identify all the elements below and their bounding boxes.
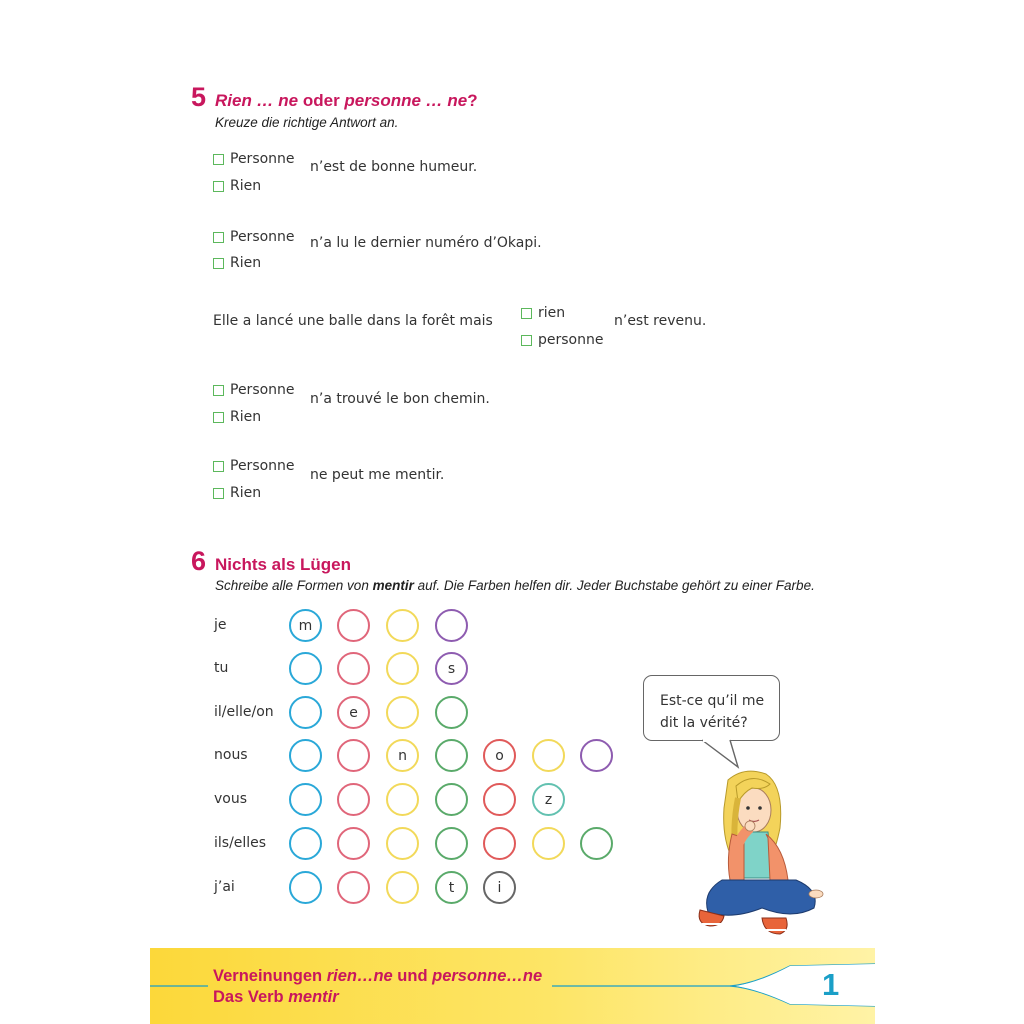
- title-part-3: personne … ne: [344, 91, 468, 110]
- choice-personne[interactable]: [213, 456, 295, 476]
- exercise-6-title: Nichts als Lügen: [215, 555, 352, 574]
- letter-circle[interactable]: [337, 871, 370, 904]
- title-part-1: Rien … ne: [215, 91, 299, 110]
- letter-circle[interactable]: t: [435, 871, 468, 904]
- choice-label: Rien: [230, 485, 262, 501]
- letter-circle[interactable]: i: [483, 871, 516, 904]
- footer-topic-line-1: [213, 967, 542, 986]
- pronoun-label: j’ai: [214, 879, 235, 895]
- choice-rien[interactable]: [213, 483, 261, 503]
- choice-rien[interactable]: [213, 253, 261, 273]
- choice-label: Rien: [230, 255, 262, 271]
- title-part-4: ?: [467, 91, 478, 110]
- letter-circle[interactable]: [289, 696, 322, 729]
- checkbox[interactable]: [213, 385, 224, 396]
- choice-rien[interactable]: [521, 303, 565, 323]
- letter-circle[interactable]: e: [337, 696, 370, 729]
- checkbox[interactable]: [213, 258, 224, 269]
- letter-circle[interactable]: [435, 783, 468, 816]
- footer-text: rien…ne: [326, 967, 393, 985]
- exercise-5-title: [215, 91, 478, 111]
- letter-circle[interactable]: [289, 652, 322, 685]
- footer-topic-line-2: [213, 988, 339, 1007]
- page-number: 1: [822, 967, 840, 1002]
- letter-circle[interactable]: z: [532, 783, 565, 816]
- sentence-text: n’a trouvé le bon chemin.: [310, 391, 490, 407]
- letter-circle[interactable]: [386, 783, 419, 816]
- letter-circle[interactable]: [337, 609, 370, 642]
- sentence-before: Elle a lancé une balle dans la forêt mais: [213, 313, 493, 329]
- letter-circle[interactable]: [337, 652, 370, 685]
- letter-circle[interactable]: [580, 739, 613, 772]
- choice-label: Rien: [230, 409, 262, 425]
- footer-text: mentir: [288, 988, 339, 1006]
- letter-circle[interactable]: [580, 827, 613, 860]
- checkbox[interactable]: [521, 308, 532, 319]
- exercise-5-instruction: Kreuze die richtige Antwort an.: [215, 115, 399, 130]
- footer-text: und: [392, 967, 433, 985]
- choice-label: Personne: [230, 382, 295, 398]
- pronoun-label: ils/elles: [214, 835, 267, 851]
- choice-personne[interactable]: [213, 149, 295, 169]
- title-part-2: oder: [298, 91, 345, 110]
- exercise-5-number: 5: [191, 82, 207, 112]
- checkbox[interactable]: [213, 181, 224, 192]
- letter-circle[interactable]: [483, 827, 516, 860]
- choice-personne[interactable]: [213, 227, 295, 247]
- checkbox[interactable]: [213, 488, 224, 499]
- letter-circle[interactable]: [532, 827, 565, 860]
- choice-label: Personne: [230, 458, 295, 474]
- letter-circle[interactable]: [435, 696, 468, 729]
- choice-label: Personne: [230, 229, 295, 245]
- choice-label: rien: [538, 305, 566, 321]
- footer-text: Das Verb: [213, 988, 289, 1006]
- pronoun-label: il/elle/on: [214, 704, 274, 720]
- letter-circle[interactable]: [337, 783, 370, 816]
- letter-circle[interactable]: [337, 827, 370, 860]
- bubble-line: dit la vérité?: [660, 715, 748, 731]
- letter-circle[interactable]: [337, 739, 370, 772]
- checkbox[interactable]: [213, 461, 224, 472]
- sentence-text: n’est de bonne humeur.: [310, 159, 478, 175]
- letter-circle[interactable]: n: [386, 739, 419, 772]
- choice-rien[interactable]: [213, 407, 261, 427]
- pronoun-label: nous: [214, 747, 248, 763]
- letter-circle[interactable]: o: [483, 739, 516, 772]
- girl-illustration: [692, 768, 832, 940]
- letter-circle[interactable]: [289, 739, 322, 772]
- checkbox[interactable]: [213, 232, 224, 243]
- instruction-text: auf. Die Farben helfen dir. Jeder Buchstabe gehört zu einer Farbe.: [413, 578, 815, 593]
- sentence-text: n’a lu le dernier numéro d’Okapi.: [310, 235, 542, 251]
- instruction-text: Schreibe alle Formen von: [215, 578, 373, 593]
- letter-circle[interactable]: [386, 609, 419, 642]
- instruction-verb: mentir: [372, 578, 414, 593]
- pronoun-label: tu: [214, 660, 229, 676]
- letter-circle[interactable]: [386, 827, 419, 860]
- letter-circle[interactable]: [483, 783, 516, 816]
- letter-circle[interactable]: [289, 783, 322, 816]
- checkbox[interactable]: [213, 412, 224, 423]
- sentence-text: n’est revenu.: [614, 313, 707, 329]
- speech-bubble-tail: [700, 739, 750, 769]
- choice-personne[interactable]: [213, 380, 295, 400]
- choice-label: personne: [538, 332, 604, 348]
- choice-label: Rien: [230, 178, 262, 194]
- letter-circle[interactable]: s: [435, 652, 468, 685]
- footer-text: Verneinungen: [213, 967, 327, 985]
- letter-circle[interactable]: m: [289, 609, 322, 642]
- letter-circle[interactable]: [386, 652, 419, 685]
- choice-label: Personne: [230, 151, 295, 167]
- letter-circle[interactable]: [289, 871, 322, 904]
- exercise-6-number: 6: [191, 546, 207, 576]
- letter-circle[interactable]: [532, 739, 565, 772]
- checkbox[interactable]: [213, 154, 224, 165]
- pronoun-label: je: [214, 617, 227, 633]
- checkbox[interactable]: [521, 335, 532, 346]
- letter-circle[interactable]: [435, 609, 468, 642]
- footer-text: personne…ne: [432, 967, 543, 985]
- bubble-line: Est-ce qu’il me: [660, 693, 765, 709]
- letter-circle[interactable]: [435, 739, 468, 772]
- letter-circle[interactable]: [435, 827, 468, 860]
- pronoun-label: vous: [214, 791, 248, 807]
- letter-circle[interactable]: [386, 696, 419, 729]
- letter-circle[interactable]: [386, 871, 419, 904]
- speech-bubble: [643, 675, 780, 741]
- choice-personne[interactable]: [521, 330, 603, 350]
- sentence-text: ne peut me mentir.: [310, 467, 445, 483]
- chapter-footer: [150, 948, 875, 1024]
- letter-circle[interactable]: [289, 827, 322, 860]
- choice-rien[interactable]: [213, 176, 261, 196]
- footer-line-decoration: [150, 948, 875, 1024]
- exercise-6-instruction: [215, 578, 815, 593]
